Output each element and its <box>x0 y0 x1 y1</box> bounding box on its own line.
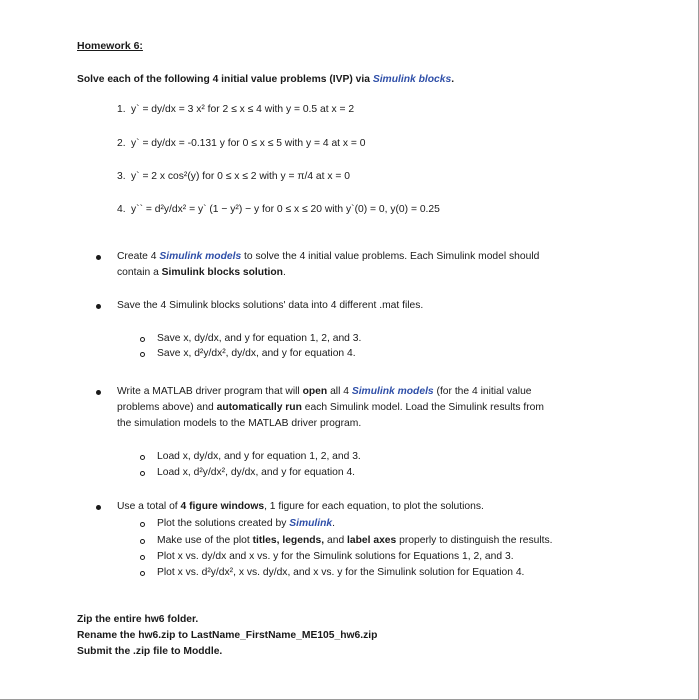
problem-number: 4. <box>117 204 126 215</box>
bullet-text: contain a Simulink blocks solution. <box>117 267 286 278</box>
bullet-text: Write a MATLAB driver program that will open all 4 Simulink models (for the 4 initial value <box>117 386 532 397</box>
problem-number: 2. <box>117 138 126 149</box>
sub-bullet-text: Plot x vs. d²y/dx², x vs. dy/dx, and x vs. y for the Simulink solution for Equation 4. <box>157 567 525 578</box>
bullet-icon <box>96 390 101 395</box>
bullet-text: Save the 4 Simulink blocks solutions' data into 4 different .mat files. <box>117 300 424 311</box>
problem-equation: y` = dy/dx = -0.131 y for 0 ≤ x ≤ 5 with y = 4 at x = 0 <box>131 138 366 149</box>
intro-line: Solve each of the following 4 initial value problems (IVP) via Simulink blocks. <box>77 74 455 85</box>
bullet-text: problems above) and automatically run each Simulink model. Load the Simulink results from <box>117 402 544 413</box>
sub-bullet-icon <box>140 539 145 544</box>
sub-bullet-icon <box>140 471 145 476</box>
bullet-icon <box>96 505 101 510</box>
problem-equation: y`` = d²y/dx² = y` (1 − y²) − y for 0 ≤ x ≤ 20 with y`(0) = 0, y(0) = 0.25 <box>131 204 440 215</box>
sub-bullet-text: Load x, dy/dx, and y for equation 1, 2, and 3. <box>157 451 361 462</box>
bullet-text: Use a total of 4 figure windows, 1 figure for each equation, to plot the solutions. <box>117 501 484 512</box>
sub-bullet-icon <box>140 455 145 460</box>
sub-bullet-icon <box>140 571 145 576</box>
footer-line: Zip the entire hw6 folder. <box>77 614 199 625</box>
sub-bullet-text: Load x, d²y/dx², dy/dx, and y for equation 4. <box>157 467 356 478</box>
sub-bullet-text: Save x, d²y/dx², dy/dx, and y for equation 4. <box>157 348 356 359</box>
bullet-icon <box>96 304 101 309</box>
bullet-icon <box>96 255 101 260</box>
problem-equation: y` = dy/dx = 3 x² for 2 ≤ x ≤ 4 with y = 0.5 at x = 2 <box>131 104 355 115</box>
sub-bullet-text: Plot x vs. dy/dx and x vs. y for the Simulink solutions for Equations 1, 2, and 3. <box>157 551 514 562</box>
problem-number: 1. <box>117 104 126 115</box>
sub-bullet-icon <box>140 352 145 357</box>
problem-equation: y` = 2 x cos²(y) for 0 ≤ x ≤ 2 with y = π/4 at x = 0 <box>131 171 350 182</box>
sub-bullet-icon <box>140 337 145 342</box>
sub-bullet-icon <box>140 522 145 527</box>
sub-bullet-icon <box>140 555 145 560</box>
problem-number: 3. <box>117 171 126 182</box>
footer-line: Submit the .zip file to Moddle. <box>77 646 223 657</box>
homework-title: Homework 6: <box>77 40 143 52</box>
bullet-text: Create 4 Simulink models to solve the 4 initial value problems. Each Simulink model should <box>117 251 540 262</box>
bullet-text: the simulation models to the MATLAB driver program. <box>117 418 362 429</box>
footer-line: Rename the hw6.zip to LastName_FirstName_ME105_hw6.zip <box>77 630 378 641</box>
sub-bullet-text: Make use of the plot titles, legends, and label axes properly to distinguish the results. <box>157 535 553 546</box>
sub-bullet-text: Save x, dy/dx, and y for equation 1, 2, and 3. <box>157 333 362 344</box>
sub-bullet-text: Plot the solutions created by Simulink. <box>157 518 336 529</box>
